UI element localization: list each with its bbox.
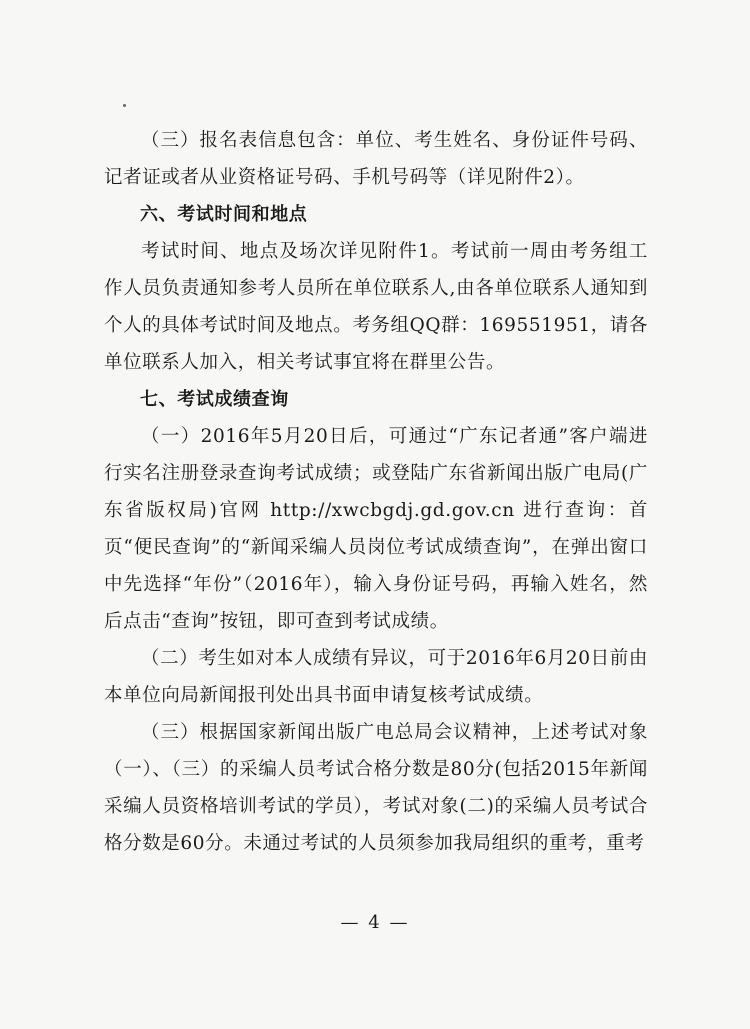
paragraph-score-query-2: （二）考生如对本人成绩有异议，可于2016年6月20日前由本单位向局新闻报刊处出具书面申请复核考试成绩。 <box>104 648 648 706</box>
paragraph-score-query-1: （一）2016年5月20日后，可通过“广东记者通”客户端进行实名注册登录查询考试成绩；或登陆广东省新闻出版广电局(广东省版权局)官网 http://xwcbgdj.gd.gov.cn 进行查询：首页“便民查询”的“新闻采编人员岗位考试成绩查询”，在弹出窗口中先选择“年份”（2016年），输入身份证号码，再输入姓名，然后点击“查询”按钮，即可查到考试成绩。 <box>104 426 648 632</box>
paragraph-registration-info: （三）报名表信息包含：单位、考生姓名、身份证件号码、记者证或者从业资格证号码、手机号码等（详见附件2）。 <box>104 130 648 188</box>
document-body <box>104 122 648 862</box>
page-number: — 4 — <box>340 912 410 933</box>
scan-speck <box>123 104 126 107</box>
heading-exam-time-place: 六、考试时间和地点 <box>140 204 308 225</box>
paragraph-exam-time-place: 考试时间、地点及场次详见附件1。考试前一周由考务组工作人员负责通知参考人员所在单位联系人,由各单位联系人通知到个人的具体考试时间及地点。考务组QQ群：169551951，请各单位联系人加入，相关考试事宜将在群里公告。 <box>104 241 648 373</box>
heading-score-query: 七、考试成绩查询 <box>140 389 289 410</box>
paragraph-score-query-3: （三）根据国家新闻出版广电总局会议精神，上述考试对象（一）、（三）的采编人员考试合格分数是80分(包括2015年新闻采编人员资格培训考试的学员），考试对象(二)的采编人员考试合格分数是60分。未通过考试的人员须参加我局组织的重考，重考 <box>104 722 648 854</box>
